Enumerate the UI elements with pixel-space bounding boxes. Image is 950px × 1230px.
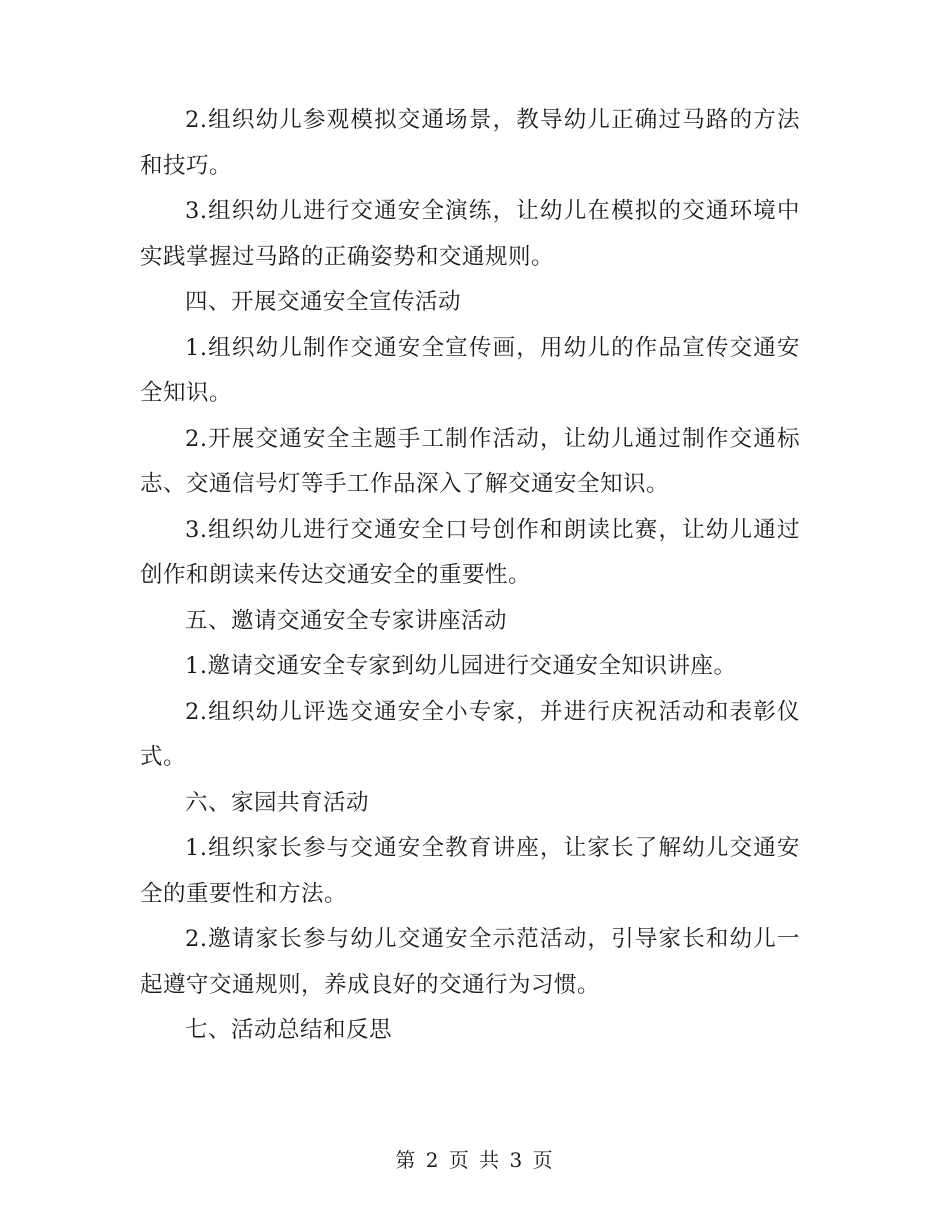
paragraph-item-2-award: 2.组织幼儿评选交通安全小专家，并进行庆祝活动和表彰仪式。 [140, 698, 800, 770]
section-heading-4: 四、开展交通安全宣传活动 [185, 289, 462, 315]
section-heading-6: 六、家园共育活动 [185, 789, 370, 816]
paragraph-item-2-visit: 2.组织幼儿参观模拟交通场景，教导幼儿正确过马路的方法和技巧。 [140, 107, 800, 179]
paragraph-item-2-parent-demo: 2.邀请家长参与幼儿交通安全示范活动，引导家长和幼儿一起遵守交通规则，养成良好的交通行为习惯。 [140, 926, 800, 998]
paragraph-item-2-handcraft: 2.开展交通安全主题手工制作活动，让幼儿通过制作交通标志、交通信号灯等手工作品深入了解交通安全知识。 [140, 425, 800, 497]
paragraph-item-1-posters: 1.组织幼儿制作交通安全宣传画，用幼儿的作品宣传交通安全知识。 [140, 334, 800, 406]
page-number-footer: 第 2 页 共 3 页 [395, 1148, 555, 1172]
paragraph-item-3-drill: 3.组织幼儿进行交通安全演练，让幼儿在模拟的交通环境中实践掌握过马路的正确姿势和交通规则。 [140, 198, 800, 270]
paragraph-item-1-lecture: 1.邀请交通安全专家到幼儿园进行交通安全知识讲座。 [185, 653, 737, 679]
document-body [140, 98, 800, 1054]
section-heading-7: 七、活动总结和反思 [185, 1017, 393, 1043]
section-heading-5: 五、邀请交通安全专家讲座活动 [185, 607, 508, 634]
paragraph-item-3-slogans: 3.组织幼儿进行交通安全口号创作和朗读比赛，让幼儿通过创作和朗读来传达交通安全的重要性。 [140, 516, 800, 588]
paragraph-item-1-parent-lecture: 1.组织家长参与交通安全教育讲座，让家长了解幼儿交通安全的重要性和方法。 [140, 835, 800, 907]
